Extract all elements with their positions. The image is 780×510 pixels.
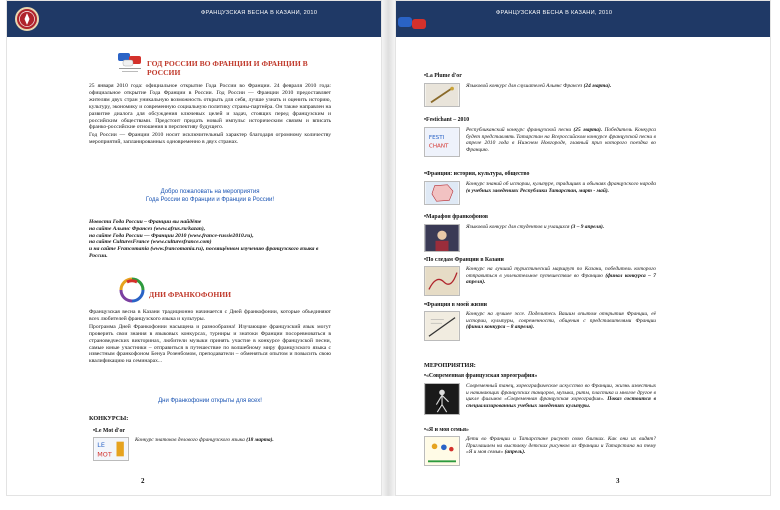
item-entry xyxy=(424,266,724,300)
header-title: ФРАНЦУЗСКАЯ ВЕСНА В КАЗАНИ, 2010 xyxy=(201,10,318,16)
svg-text:CHANT: CHANT xyxy=(428,143,449,150)
francophonie-ring-icon xyxy=(119,277,145,303)
item-description: Конкурс на лучшее эссе. Поделитесь Вашим опытом открытия Франции, её истории, культуры, современности, общения с представителями Франции (финал конкурса – 8 апреля). xyxy=(466,311,656,330)
golden-pen-thumbnail xyxy=(424,83,460,107)
left-page xyxy=(6,0,382,496)
contests-heading: КОНКУРСЫ: xyxy=(89,415,129,422)
paragraph: Год России — Франции 2010 носит исключительный характер благодаря огромному количеству мероприятий, запланированных одновременно в двух странах. xyxy=(89,132,331,146)
item-title: • По следам Франции в Казани xyxy=(424,257,504,263)
item-entry xyxy=(424,83,724,109)
item-description: Конкурс знаний об истории, культуре, традициях и обычаях французского народа (в учебных заведениях Республики Татарстан, март - май). xyxy=(466,181,656,194)
svg-text:MOT: MOT xyxy=(97,450,112,459)
event-description: Дети во Франции и Татарстане рисуют свою близких. Как они их видят? Приглашаем на выставку детских рисунков из Франции и Татарстана на тему «Я и моя семья» (апрель). xyxy=(466,436,656,455)
item-title: • Франция в моей жизни xyxy=(424,302,487,308)
header-banner xyxy=(396,1,770,37)
item-title: • Марафон франкофонов xyxy=(424,214,488,220)
header-title: ФРАНЦУЗСКАЯ ВЕСНА В КАЗАНИ, 2010 xyxy=(496,10,613,16)
item-description: Республиканский конкурс французской песни (25 марта). Победитель Конкурса будет представлять Татарстан на Всероссийском конкурсе французской песни в апреле 2010 года в Нижнем Новгороде, главный приз которого поездка во Францию. xyxy=(466,127,656,153)
item-entry xyxy=(424,181,724,211)
section-francophonie-body xyxy=(89,309,331,366)
dance-thumbnail xyxy=(424,383,460,415)
item-title: • Festichant – 2010 xyxy=(424,117,469,123)
welcome-text: Добро пожаловать на мероприятия Года России во Франции и Франции в России! xyxy=(145,189,275,203)
item-description: Языковой конкурс для слушателей Альянс Франсез (24 марта). xyxy=(466,83,612,89)
book-spine xyxy=(382,0,395,496)
francophonie-open-text: Дни Франкофонии открыты для всех! xyxy=(158,398,262,404)
page-number: 3 xyxy=(616,477,620,485)
university-emblem-icon xyxy=(15,7,39,31)
item-description: Языковой конкурс для студентов и учащихся (3 – 9 апреля). xyxy=(466,224,605,230)
svg-text:FESTI: FESTI xyxy=(428,135,445,142)
section-heading-francophonie: ДНИ ФРАНКОФОНИИ xyxy=(149,290,232,299)
item-entry xyxy=(424,224,724,254)
item-title: • La Plume d'or xyxy=(424,73,462,79)
paragraph: Программа Дней Франкофонии насыщена и разнообразна! Изучающие французский язык могут проверить свои знания в языковых конкурсах, турниры и знатоки Франции посоревноваться в страноведческих викторинах, любители музыки принять участие в конкурсе французской песни, самые юные участники – отправиться в путешествие по волшебному миру французского языка с известным франкофоном Бенуа Розенбомом, преподаватели – обменяться опытом и повысить свою квалификацию на семинарах... xyxy=(89,323,331,365)
contest-name-le-mot-dor: • Le Mot d'or xyxy=(93,428,125,434)
contest-item xyxy=(93,437,333,467)
kazan-route-thumbnail xyxy=(424,266,460,296)
event-description: Современный танец, хореографическое искусство во Франции, жизнь известных и начинающих французских танцоров, музыка, ритм, пластика и многое другое в цикле фильмов «Современная французская хореография». Показ состоится в специализированных учебных заведениях культуры. xyxy=(466,383,656,409)
events-heading: МЕРОПРИЯТИЯ: xyxy=(424,362,476,369)
item-title: • Франция: история, культура, общество xyxy=(424,171,529,177)
svg-text:LE: LE xyxy=(97,441,105,450)
item-entry xyxy=(424,311,724,351)
france-map-thumbnail xyxy=(424,181,460,205)
paragraph: 25 января 2010 года: официальное открытие Года России во Франции. 24 февраля 2010 года: официальное открытие Года Франции в России. Год России — Франции 2010 предоставляет жителям двух стран уникальную возможность открыть для себя, лучше узнать и оценить историю, культуру, экономику и современную социальную политику страны-партнёра. Он также направлен на развитие диалога для обсуждения ключевых целей и задач, стоящих перед французским и российским обществами. Предстоит придать новый импульс историческим связям и вписать франко-российские отношения в перспективу будущего. xyxy=(89,83,331,131)
essay-pen-thumbnail xyxy=(424,311,460,341)
contest-thumbnail xyxy=(93,437,129,461)
marathon-thumbnail xyxy=(424,224,460,252)
contest-description: Конкурс знатоков делового французского языка (18 марта). xyxy=(135,437,274,443)
right-page xyxy=(395,0,771,496)
section-heading-year: ГОД РОССИИ ВО ФРАНЦИИ И ФРАНЦИИ В РОССИИ xyxy=(147,59,308,77)
header-banner xyxy=(7,1,381,37)
event-entry xyxy=(424,383,724,427)
event-title: • «Я и моя семья» xyxy=(424,427,469,433)
item-description: Конкурс на лучший туристический маршрут по Казани, победитель которого отправиться в увлекательное путешествие во Францию (финал конкурса – 7 апреля). xyxy=(466,266,656,285)
russia-france-year-logo-icon xyxy=(117,51,143,75)
section-year-body xyxy=(89,83,331,147)
paragraph: Французская весна в Казани традиционно начинается с Дней франкофонии, которые объединяют всех любителей французского языка и культуры. xyxy=(89,309,331,322)
news-links: Новости Года России – Франции вы найдёте на сайте Альянс Франсез (www.afrus.ru/kazan), на сайте Года России — Франции 2010 (www.france-russie2010.ru), на сайте CulturesFrance (www.culturesfrance.com) и на сайте Francomania (www.francomania.ru), посвящённом изучению французского языка в России. xyxy=(89,219,319,259)
event-entry xyxy=(424,436,724,470)
page-number: 2 xyxy=(141,477,145,485)
speech-bubbles-icon xyxy=(396,15,430,35)
item-entry xyxy=(424,127,724,167)
event-title: • «Современная французская хореография» xyxy=(424,373,537,379)
family-drawing-thumbnail xyxy=(424,436,460,466)
festichant-thumbnail xyxy=(424,127,460,157)
